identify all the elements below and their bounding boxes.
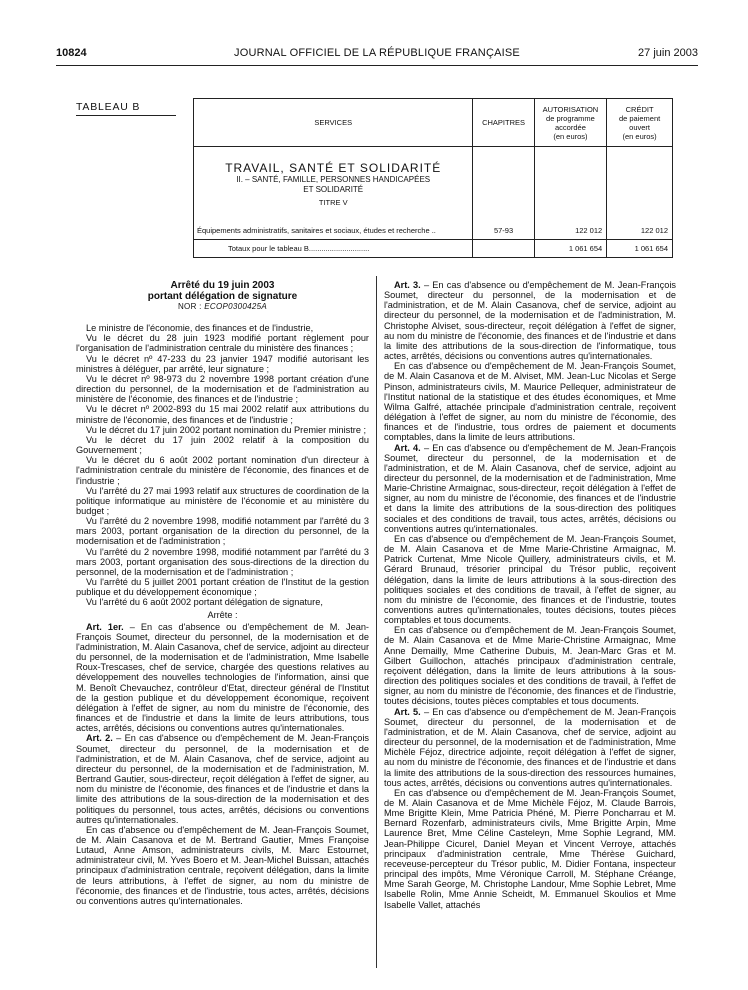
budget-table — [193, 98, 673, 258]
header-autorisation-l1: AUTORISATION — [542, 104, 599, 114]
article-label: Art. 2. — [86, 733, 113, 744]
row-chapitre: 57-93 — [473, 222, 534, 240]
paragraph: Vu l'arrêté du 5 juillet 2001 portant création de l'Institut de la gestion publique et du développement économique ; — [76, 577, 369, 598]
paragraph: Vu le décret nº 47-233 du 23 janvier 1947 modifié autorisant les ministres à déléguer, par arrêté, leur signature ; — [76, 353, 369, 374]
issue-date: 27 juin 2003 — [638, 47, 698, 59]
article-1 — [76, 622, 369, 734]
paragraph: Le ministre de l'économie, des finances et de l'industrie, — [86, 323, 314, 334]
paragraph: Vu l'arrêté du 6 août 2002 portant délégation de signature, — [86, 597, 323, 608]
paragraph: Vu l'arrêté du 2 novembre 1998, modifié notamment par l'arrêté du 3 mars 2003, portant organisation de la direction du personnel, de la modernisation et de l'administration ; — [76, 516, 369, 547]
paragraph: Vu le décret nº 2002-893 du 15 mai 2002 relatif aux attributions du ministre de l'économie, des finances et de l'industrie ; — [76, 404, 369, 425]
table-section-row — [194, 147, 673, 222]
total-label: Totaux pour le tableau B............................. — [194, 239, 473, 257]
article-text: – En cas d'absence ou d'empêchement de M. Jean-François Soumet, directeur du personnel, de la modernisation et de l'administration, et de M. Alain Casanova, chef de service, adjoint au directeur du personnel, de la modernisation et de l'administration, M. Bertrand Gautier, sous-directeur, reçoit délégation à l'effet de signer, au nom du ministre de l'économie, des finances et de l'industrie et dans la limite des attributions de la sous-direction de la modernisation et des politiques du personnel, tous actes, arrêtés, décisions ou conventions autres qu'internationales. — [76, 733, 369, 825]
paragraph: Vu le décret du 17 juin 2002 relatif à la composition du Gouvernement ; — [76, 434, 369, 456]
section-title: TRAVAIL, SANTÉ ET SOLIDARITÉ — [225, 161, 442, 176]
header-credit-l3: ouvert — [629, 122, 651, 132]
journal-title: JOURNAL OFFICIEL DE LA RÉPUBLIQUE FRANÇAISE — [234, 47, 520, 59]
header-autorisation — [534, 99, 606, 147]
paragraph: Vu l'arrêté du 2 novembre 1998, modifié notamment par l'arrêté du 3 mars 2003, portant organisation des sous-directions de la direction du personnel, de la modernisation et de l'administration ; — [76, 546, 369, 577]
article-text: – En cas d'absence ou d'empêchement de M. Jean-François Soumet, directeur du personnel, de la modernisation et de l'administration, et de M. Alain Casanova, chef de service, adjoint au directeur du personnel, de la modernisation et de l'administration, Mme Marie-Christine Armaignac, sous-directeur, reçoit délégation à l'effet de signer, au nom du ministre de l'économie, des finances et de l'industrie et dans la limite des attributions de la sous-direction des politiques sociales et des conditions de travail, tous actes, arrêtés, décisions ou conventions autres qu'internationales. — [384, 442, 676, 534]
empty-cell — [607, 147, 673, 222]
table-header-row — [194, 99, 673, 147]
paragraph: Vu le décret nº 98-973 du 2 novembre 1998 portant création d'une direction du personnel, de la modernisation et de l'administration au ministère de l'économie, des finances et de l'industrie ; — [76, 373, 369, 405]
header-services: SERVICES — [194, 99, 473, 147]
table-row — [194, 222, 673, 240]
header-credit-l2: de paiement — [618, 113, 661, 123]
empty-cell — [473, 239, 534, 257]
header-rule — [56, 65, 698, 66]
table-total-row — [194, 239, 673, 257]
total-autorisation: 1 061 654 — [534, 239, 606, 257]
header-credit-l1: CRÉDIT — [625, 104, 654, 114]
article-label: Art. 3. — [394, 280, 421, 290]
article-text: – En cas d'absence ou d'empêchement de M. Jean-François Soumet, directeur du personnel, de la modernisation et de l'administration, et de M. Alain Casanova, chef de service, adjoint au directeur du personnel, de la modernisation et de l'administration, Mme Michèle Féjoz, directrice adjointe, reçoit délégation à l'effet de signer, au nom du ministre de l'économie, des finances et de l'industrie et dans la limite des attributions de la sous-direction des ressources humaines, tous actes, arrêtés, décisions ou conventions autres qu'internationales. — [384, 706, 676, 788]
table-label: TABLEAU B — [76, 101, 141, 113]
left-column — [76, 280, 369, 970]
article-text: – En cas d'absence ou d'empêchement de M. Jean-François Soumet, directeur du personnel, de la modernisation et de l'administration, et de M. Alain Casanova, chef de service, adjoint au directeur du personnel, de la modernisation et de l'administration, M. Christophe Alviset, sous-directeur, reçoit délégation à l'effet de signer, au nom du ministre de l'économie, des finances et de l'industrie et dans la limite des attributions de la sous-direction de l'informatique, tous actes, arrêtés, décisions ou conventions autres qu'internationales. — [384, 280, 676, 362]
row-label: Équipements administratifs, sanitaires et sociaux, études et recherche .. — [194, 222, 473, 240]
nor-reference — [76, 302, 369, 312]
section-subtitle-2: ET SOLIDARITÉ — [303, 185, 364, 195]
article-label: Art. 5. — [394, 706, 421, 717]
article-label: Art. 4. — [394, 442, 421, 453]
header-credit-l4: (en euros) — [622, 131, 657, 141]
page-number: 10824 — [56, 47, 87, 59]
paragraph: En cas d'absence ou d'empêchement de M. Jean-François Soumet, de M. Alain Casanova et de Mme Michèle Féjoz, M. Claude Barrois, Mme Brigitte Klein, Mme Patricia Phéné, M. Pierre Poncharrau et M. Bernard Rozenfarb, administrateurs civils, Mme Brigitte Arpin, Mme Laurence Bret, Mme Céline Casteleyn, Mme Sophie Legrand, MM. Jean-Philippe Cicurel, Daniel Meyan et Vincent Verroye, attachés principaux d'administration centrale, Mme Thérèse Guichard, receveuse-percepteur du Trésor public, M. Didier Fontana, inspecteur principal des impôts, Mme Véronique Carroll, M. Stéphane Créange, Mme Sarah George, M. Christophe Landour, Mme Sophie Lebret, Mme Isabelle Rolin, Mme Annie Scheidt, M. Emmanuel Skoulios et Mme Isabelle Vallet, attachés — [384, 787, 676, 910]
row-autorisation: 122 012 — [534, 222, 606, 240]
article-2 — [76, 733, 369, 824]
section-heading — [194, 147, 473, 222]
row-credit: 122 012 — [607, 222, 673, 240]
right-column — [384, 280, 676, 970]
article-label: Art. 1er. — [86, 621, 124, 632]
page-header — [56, 47, 698, 61]
paragraph: Vu le décret du 28 juin 1923 modifié portant règlement pour l'organisation de l'administration centrale du ministère des finances ; — [76, 333, 369, 354]
arrete-title: Arrêté du 19 juin 2003 — [170, 280, 275, 291]
header-chapitres: CHAPITRES — [473, 99, 534, 147]
total-credit: 1 061 654 — [607, 239, 673, 257]
nor-code: ECOP0300425A — [204, 302, 267, 311]
paragraph: En cas d'absence ou d'empêchement de M. Jean-François Soumet, de M. Alain Casanova et de M. Alviset, MM. Jean-Luc Nicolas et Serge Pinson, administrateurs civils, M. Maurice Pellequer, administrateur de l'Institut national de la statistique et des études économiques, et Mme Wilma Galfré, attachée principale d'administration centrale, reçoivent délégation à l'effet de signer, au nom du ministre de l'économie, des finances et de l'industrie, tous ordres de paiement et documents comptables, dans la limite de leurs attributions. — [384, 361, 676, 443]
paragraph: En cas d'absence ou d'empêchement de M. Jean-François Soumet, de M. Alain Casanova et de Mme Marie-Christine Armaignac, M. Patrick Curtenat, Mme Nicole Quillery, administrateurs civils, et M. Gérard Brunaud, trésorier principal du Trésor public, reçoivent délégation, dans la limite de leurs attributions à la sous-direction des politiques sociales et des conditions de travail, à l'effet de signer, au nom du ministre de l'économie, des finances et de l'industrie, toutes conventions autres qu'internationales, toutes décisions, toutes pièces comptables et tous documents. — [384, 533, 676, 626]
empty-cell — [534, 147, 606, 222]
article-5 — [384, 707, 676, 788]
paragraph: En cas d'absence ou d'empêchement de M. Jean-François Soumet, de M. Alain Casanova et de M. Bertrand Gautier, Mmes Françoise Lutaud, Anne Amson, administrateurs civils, M. Marc Estournet, administrateur civil, M. Yves Boero et M. Jean-Michel Buissan, attachés principaux d'administration centrale, reçoivent délégation, dans la limite de leurs attributions, à l'effet de signer, au nom du ministre de l'économie, des finances et de l'industrie, tous actes, arrêtés, décisions ou conventions autres qu'internationales. — [76, 824, 369, 906]
nor-label: NOR : — [177, 302, 205, 311]
arrete-subtitle: portant délégation de signature — [147, 291, 298, 302]
column-divider — [376, 276, 377, 968]
table-label-underline — [76, 115, 176, 116]
header-credit — [607, 99, 673, 147]
empty-cell — [473, 147, 534, 222]
paragraph: Vu le décret du 6 août 2002 portant nomination d'un directeur à l'administration centrale du ministère de l'économie, des finances et de l'industrie ; — [76, 455, 369, 486]
article-4 — [384, 443, 676, 534]
section-titre: TITRE V — [318, 198, 348, 208]
article-text: – En cas d'absence ou d'empêchement de M. Jean-François Soumet, directeur du personnel, de la modernisation et de l'administration, M. Alain Casanova, chef de service, adjoint au directeur du personnel, de la modernisation et de l'administration, Mme Isabelle Roux-Trescases, chef de service, chargée des questions relatives au développement des nouvelles technologies de l'information, ainsi que M. Benoît Chevauchez, contrôleur d'Etat, directeur général de l'Institut de la gestion publique et du développement économique, reçoivent délégation à l'effet de signer, au nom du ministre de l'économie, des finances et de l'industrie et dans la limite de leurs attributions, tous actes, arrêtés, décisions ou conventions autres qu'internationales. — [76, 621, 369, 734]
header-autorisation-l4: (en euros) — [553, 131, 588, 141]
paragraph: Vu l'arrêté du 27 mai 1993 relatif aux structures de coordination de la politique informatique au ministère de l'économie et au ministère du budget ; — [76, 485, 369, 516]
header-autorisation-l2: de programme — [546, 113, 595, 123]
paragraph: En cas d'absence ou d'empêchement de M. Jean-François Soumet, de M. Alain Casanova et de Mme Marie-Christine Armaignac, Mme Anne Demailly, Mme Catherine Dubuis, M. Jean-Marc Gras et M. Gilbert Guillochon, attachés principaux d'administration centrale, reçoivent délégation, dans la limite de leurs attributions à la sous-direction des politiques sociales et des conditions de travail, à l'effet de signer, au nom du ministre de l'économie, des finances et de l'industrie, toutes décisions, toutes pièces comptables et tous documents. — [384, 625, 676, 707]
paragraph: Vu le décret du 17 juin 2002 portant nomination du Premier ministre ; — [86, 424, 367, 435]
header-autorisation-l3: accordée — [555, 122, 586, 132]
article-3 — [384, 280, 676, 361]
section-subtitle-1: II. – SANTÉ, FAMILLE, PERSONNES HANDICAPÉES — [236, 175, 431, 185]
arrete-word: Arrête : — [207, 609, 238, 620]
